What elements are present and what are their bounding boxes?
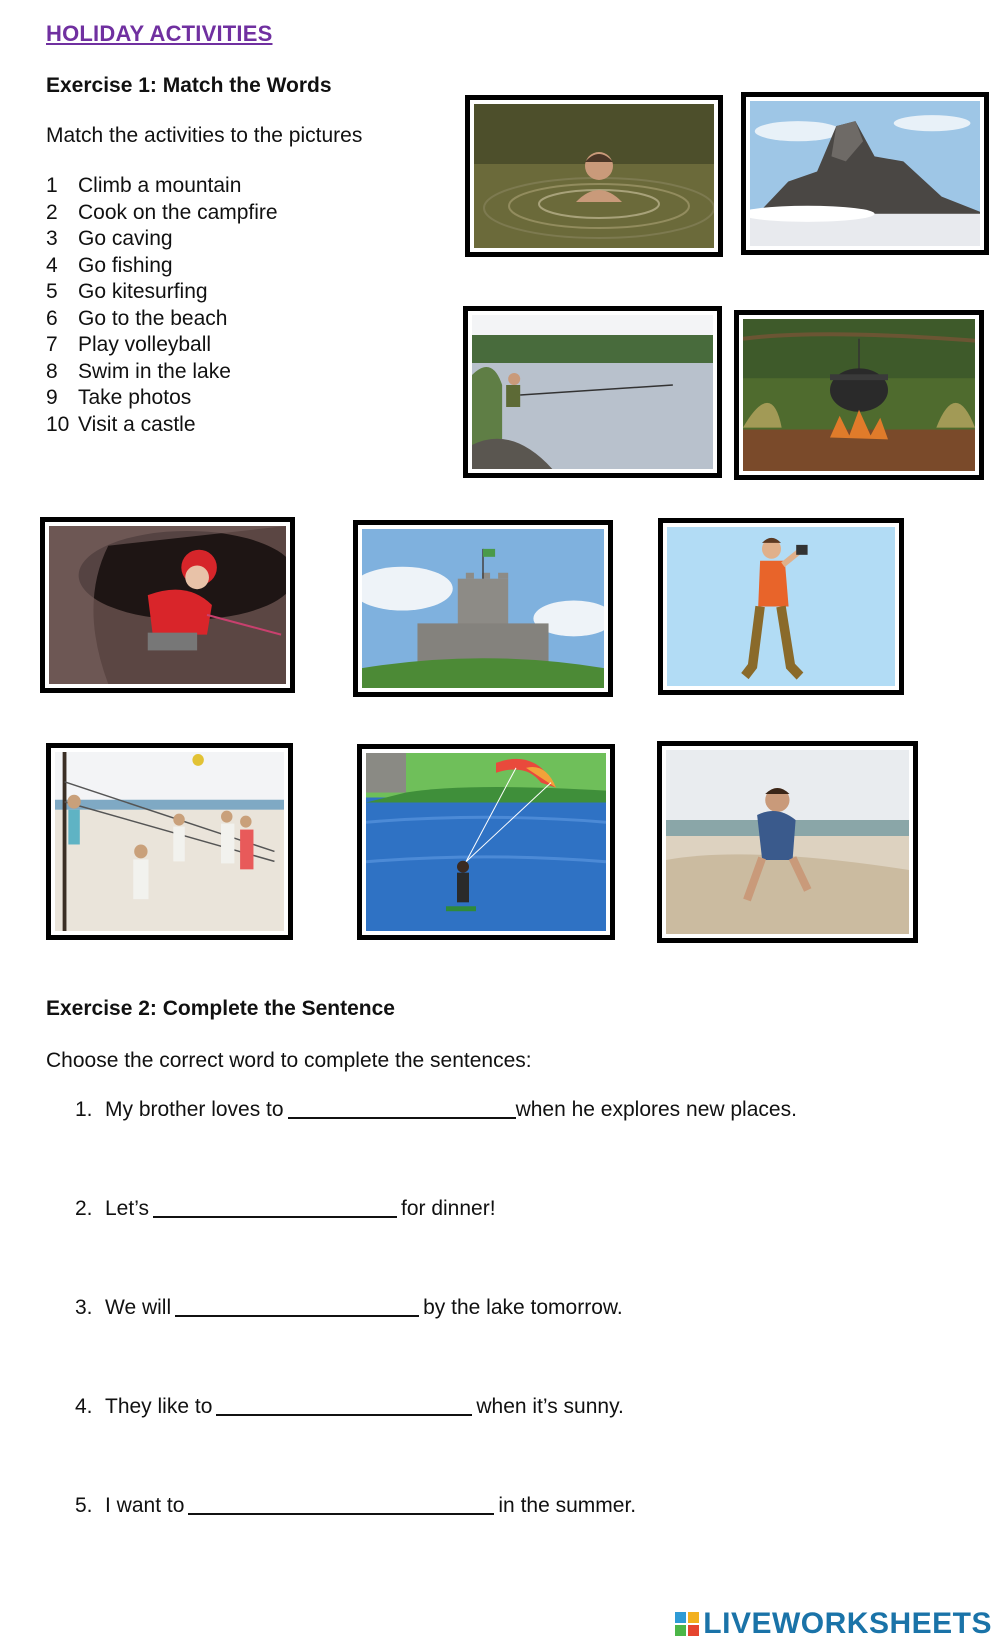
exercise2-heading: Exercise 2: Complete the Sentence [46, 997, 395, 1020]
list-item: 7 Play volleyball [46, 333, 212, 356]
list-item: 5 Go kitesurfing [46, 280, 208, 303]
photo-fishing[interactable] [463, 306, 722, 478]
answer-blank-3[interactable] [175, 1296, 419, 1317]
answer-blank-4[interactable] [216, 1395, 472, 1416]
sentence-2: 2. Let’s for dinner! [75, 1197, 496, 1220]
list-item: 4 Go fishing [46, 253, 173, 277]
answer-blank-5[interactable] [188, 1494, 494, 1515]
list-item: 8 Swim in the lake [46, 359, 231, 383]
photo-castle[interactable] [353, 520, 613, 697]
list-item: 2 Cook on the campfire [46, 200, 278, 224]
logo-icon [675, 1612, 699, 1636]
photo-kitesurfing[interactable] [357, 744, 615, 940]
list-item: 9 Take photos [46, 386, 192, 409]
photo-caving[interactable] [40, 517, 295, 693]
activity-list [46, 173, 278, 438]
photo-swim-lake[interactable] [465, 95, 723, 257]
exercise1-instruction: Match the activities to the pictures [46, 124, 363, 147]
sentence-1: 1. My brother loves to when he explores new places. [75, 1098, 797, 1121]
sentence-4: 4. They like to when it’s sunny. [75, 1395, 624, 1418]
list-item: 6 Go to the beach [46, 306, 228, 330]
answer-blank-2[interactable] [153, 1197, 397, 1218]
liveworksheets-logo: LIVEWORKSHEETS [675, 1607, 992, 1641]
sentence-5: 5. I want to in the summer. [75, 1494, 637, 1517]
photo-beach[interactable] [657, 741, 918, 943]
exercise1-heading: Exercise 1: Match the Words [46, 74, 332, 97]
list-item: 1 Climb a mountain [46, 174, 242, 197]
photo-campfire[interactable] [734, 310, 984, 480]
photo-take-photos[interactable] [658, 518, 904, 695]
list-item: 3 Go caving [46, 227, 173, 250]
photo-mountain[interactable] [741, 92, 989, 255]
sentence-3: 3. We will by the lake tomorrow. [75, 1296, 623, 1319]
photo-volleyball[interactable] [46, 743, 293, 940]
exercise2-instruction: Choose the correct word to complete the sentences: [46, 1049, 532, 1072]
list-item: 10 Visit a castle [46, 412, 196, 436]
answer-blank-1[interactable] [288, 1098, 516, 1119]
page-title: HOLIDAY ACTIVITIES [46, 21, 273, 46]
